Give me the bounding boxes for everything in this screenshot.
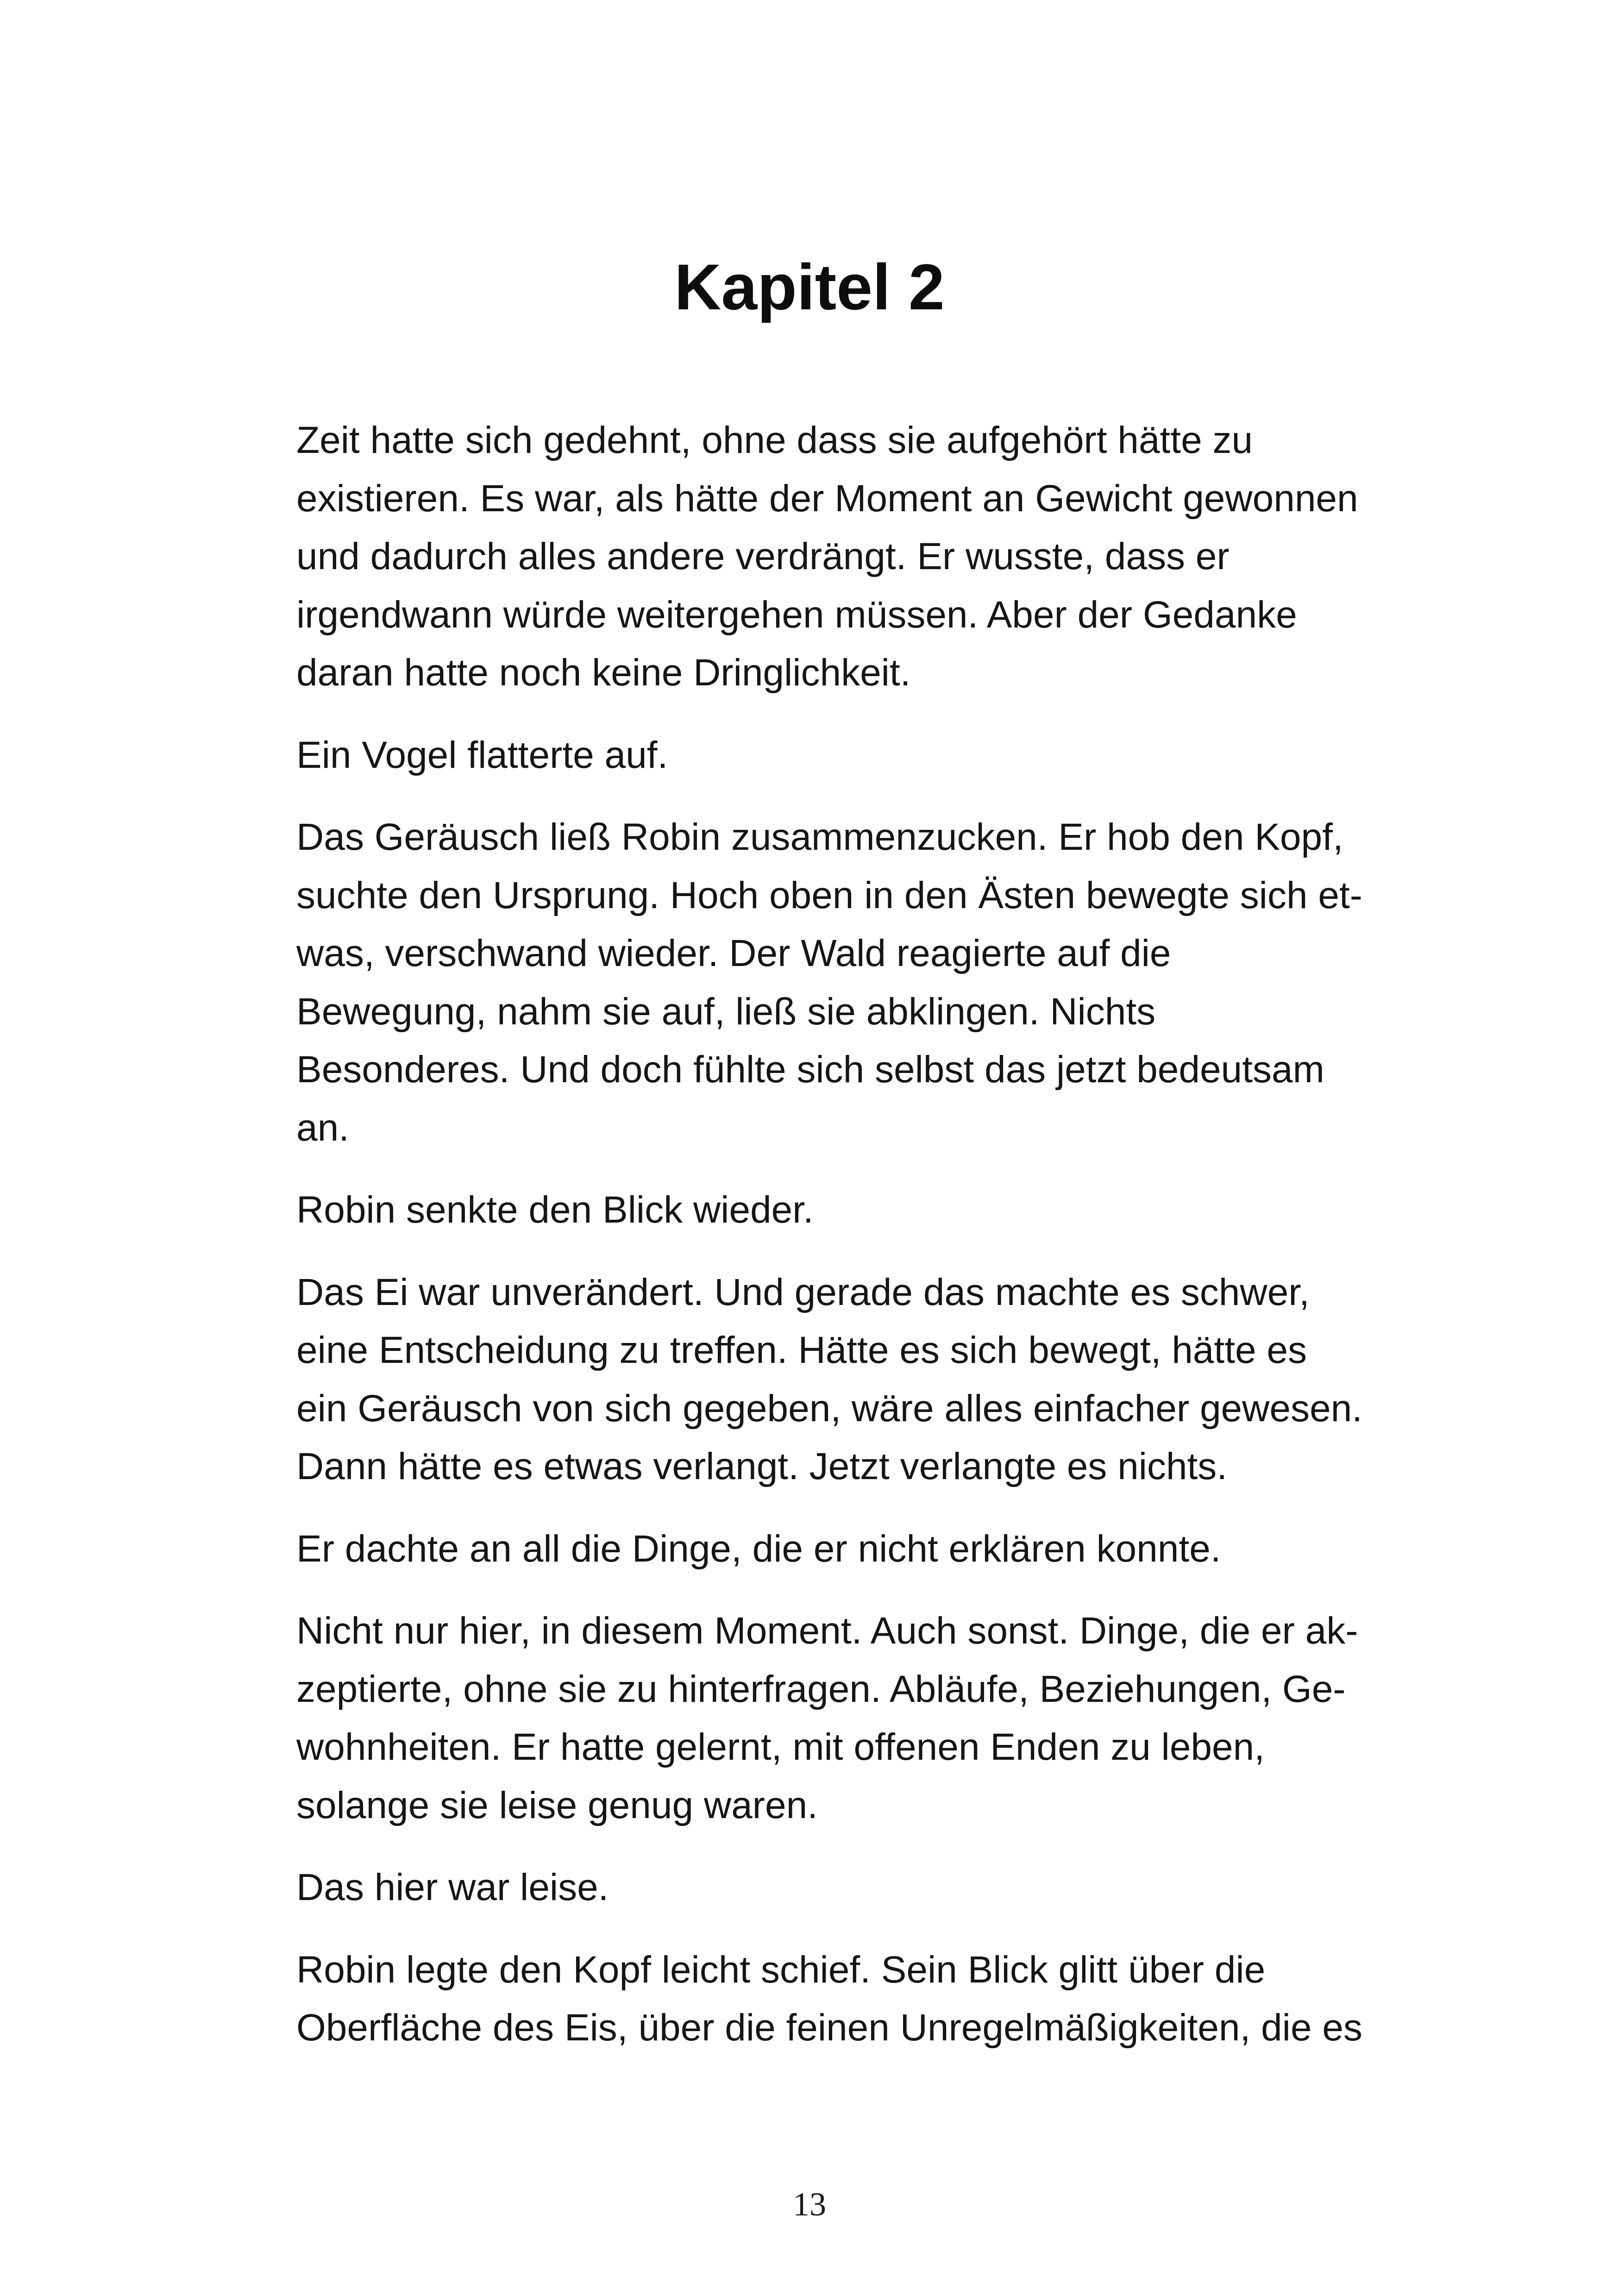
text-line: und dadurch alles andere verdrängt. Er wusste, dass er	[296, 535, 1230, 577]
text-line: an.	[296, 1106, 349, 1149]
text-line: ein Geräusch von sich gegeben, wäre alles einfacher gewesen.	[296, 1387, 1362, 1430]
paragraph	[296, 411, 1454, 702]
text-line: Nicht nur hier, in diesem Moment. Auch sonst. Dinge, die er ak-	[296, 1610, 1358, 1652]
text-line: Er dachte an all die Dinge, die er nicht erklären konnte.	[296, 1527, 1221, 1570]
text-line: daran hatte noch keine Dringlichkeit.	[296, 652, 911, 694]
chapter-title: Kapitel 2	[674, 251, 945, 323]
paragraph	[296, 1602, 1454, 1834]
paragraph	[296, 1263, 1454, 1496]
text-line: Ein Vogel flatterte auf.	[296, 734, 668, 776]
text-line: eine Entscheidung zu treffen. Hätte es sich bewegt, hätte es	[296, 1329, 1307, 1371]
paragraph	[296, 726, 1454, 784]
text-line: was, verschwand wieder. Der Wald reagierte auf die	[296, 932, 1171, 974]
text-line: Das Ei war unverändert. Und gerade das machte es schwer,	[296, 1271, 1310, 1313]
text-line: Das Geräusch ließ Robin zusammenzucken. Er hob den Kopf,	[296, 816, 1343, 858]
text-line: Zeit hatte sich gedehnt, ohne dass sie aufgehört hätte zu	[296, 419, 1253, 461]
text-line: Dann hätte es etwas verlangt. Jetzt verlangte es nichts.	[296, 1445, 1228, 1487]
text-line: suchte den Ursprung. Hoch oben in den Ästen bewegte sich et-	[296, 874, 1362, 916]
text-line: solange sie leise genug waren.	[296, 1784, 818, 1826]
page-number: 13	[793, 2186, 826, 2223]
paragraph	[296, 1858, 1454, 1917]
paragraph	[296, 1181, 1454, 1239]
text-line: Bewegung, nahm sie auf, ließ sie abklingen. Nichts	[296, 990, 1156, 1033]
chapter-body	[296, 411, 1454, 2081]
text-line: Besonderes. Und doch fühlte sich selbst das jetzt bedeutsam	[296, 1048, 1324, 1091]
text-line: Robin senkte den Blick wieder.	[296, 1189, 814, 1231]
text-line: Robin legte den Kopf leicht schief. Sein Blick glitt über die	[296, 1948, 1266, 1991]
paragraph	[296, 1520, 1454, 1578]
paragraph	[296, 808, 1454, 1157]
text-line: irgendwann würde weitergehen müssen. Aber der Gedanke	[296, 593, 1297, 636]
paragraph	[296, 1941, 1454, 2057]
text-line: existieren. Es war, als hätte der Moment an Gewicht gewonnen	[296, 477, 1358, 520]
text-line: zeptierte, ohne sie zu hinterfragen. Abläufe, Beziehungen, Ge-	[296, 1668, 1346, 1710]
text-line: Das hier war leise.	[296, 1866, 609, 1908]
text-line: wohnheiten. Er hatte gelernt, mit offenen Enden zu leben,	[296, 1726, 1265, 1768]
text-line: Oberfläche des Eis, über die feinen Unregelmäßigkeiten, die es	[296, 2007, 1362, 2049]
